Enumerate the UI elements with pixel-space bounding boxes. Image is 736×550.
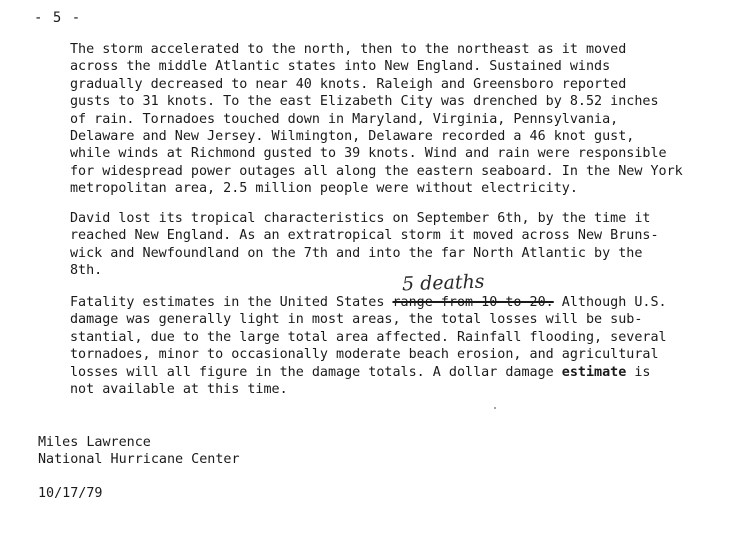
text-segment: Although U.S. [553,295,667,310]
text-line: The storm accelerated to the north, then to the northeast as it moved [70,42,627,57]
text-line: stantial, due to the large total area affected. Rainfall flooding, several [70,329,667,345]
text-line [70,294,730,311]
text-line: damage was generally light in most areas, the total losses will be sub- [70,312,643,328]
author-organization: National Hurricane Center [38,452,240,468]
author-name: Miles Lawrence [38,435,151,450]
text-line: 8th. [70,263,103,279]
text-line: across the middle Atlantic states into New England. Sustained winds [70,59,611,75]
text-line: while winds at Richmond gusted to 39 knots. Wind and rain were responsible [70,146,667,162]
text-line: gusts to 31 knots. To the east Elizabeth City was drenched by 8.52 inches [70,94,659,110]
paragraph-extratropical [70,210,730,280]
page-number: - 5 - [34,10,82,26]
text-line: wick and Newfoundland on the 7th and into the far North Atlantic by the [70,245,643,261]
document-date: 10/17/79 [38,486,103,501]
struck-text: range from 10 to 20. [392,295,554,310]
text-segment: losses will all figure in the damage totals. A dollar damage [70,364,562,380]
bold-word: estimate [561,364,627,380]
handwritten-annotation: 5 deaths [401,270,485,296]
text-line [70,364,730,381]
text-line: gradually decreased to near 40 knots. Raleigh and Greensboro reported [70,76,627,92]
text-line: reached New England. As an extratropical storm it moved across New Bruns- [70,228,659,244]
text-line: metropolitan area, 2.5 million people were without electricity. [70,181,578,197]
scan-speck [494,407,496,409]
paragraph-storm-track [70,41,730,198]
text-line: not available at this time. [70,381,288,397]
text-line: for widespread power outages all along the eastern seaboard. In the New York [70,163,683,179]
text-segment: is [626,364,651,380]
text-segment: Fatality estimates in the United States [70,295,393,310]
text-line: of rain. Tornadoes touched down in Maryland, Virginia, Pennsylvania, [70,111,619,127]
text-line: tornadoes, minor to occasionally moderate beach erosion, and agricultural [70,347,659,363]
paragraph-fatality-damage [70,294,730,398]
signature-block [38,434,240,469]
text-line: David lost its tropical characteristics on September 6th, by the time it [70,211,651,226]
text-line: Delaware and New Jersey. Wilmington, Delaware recorded a 46 knot gust, [70,128,635,144]
